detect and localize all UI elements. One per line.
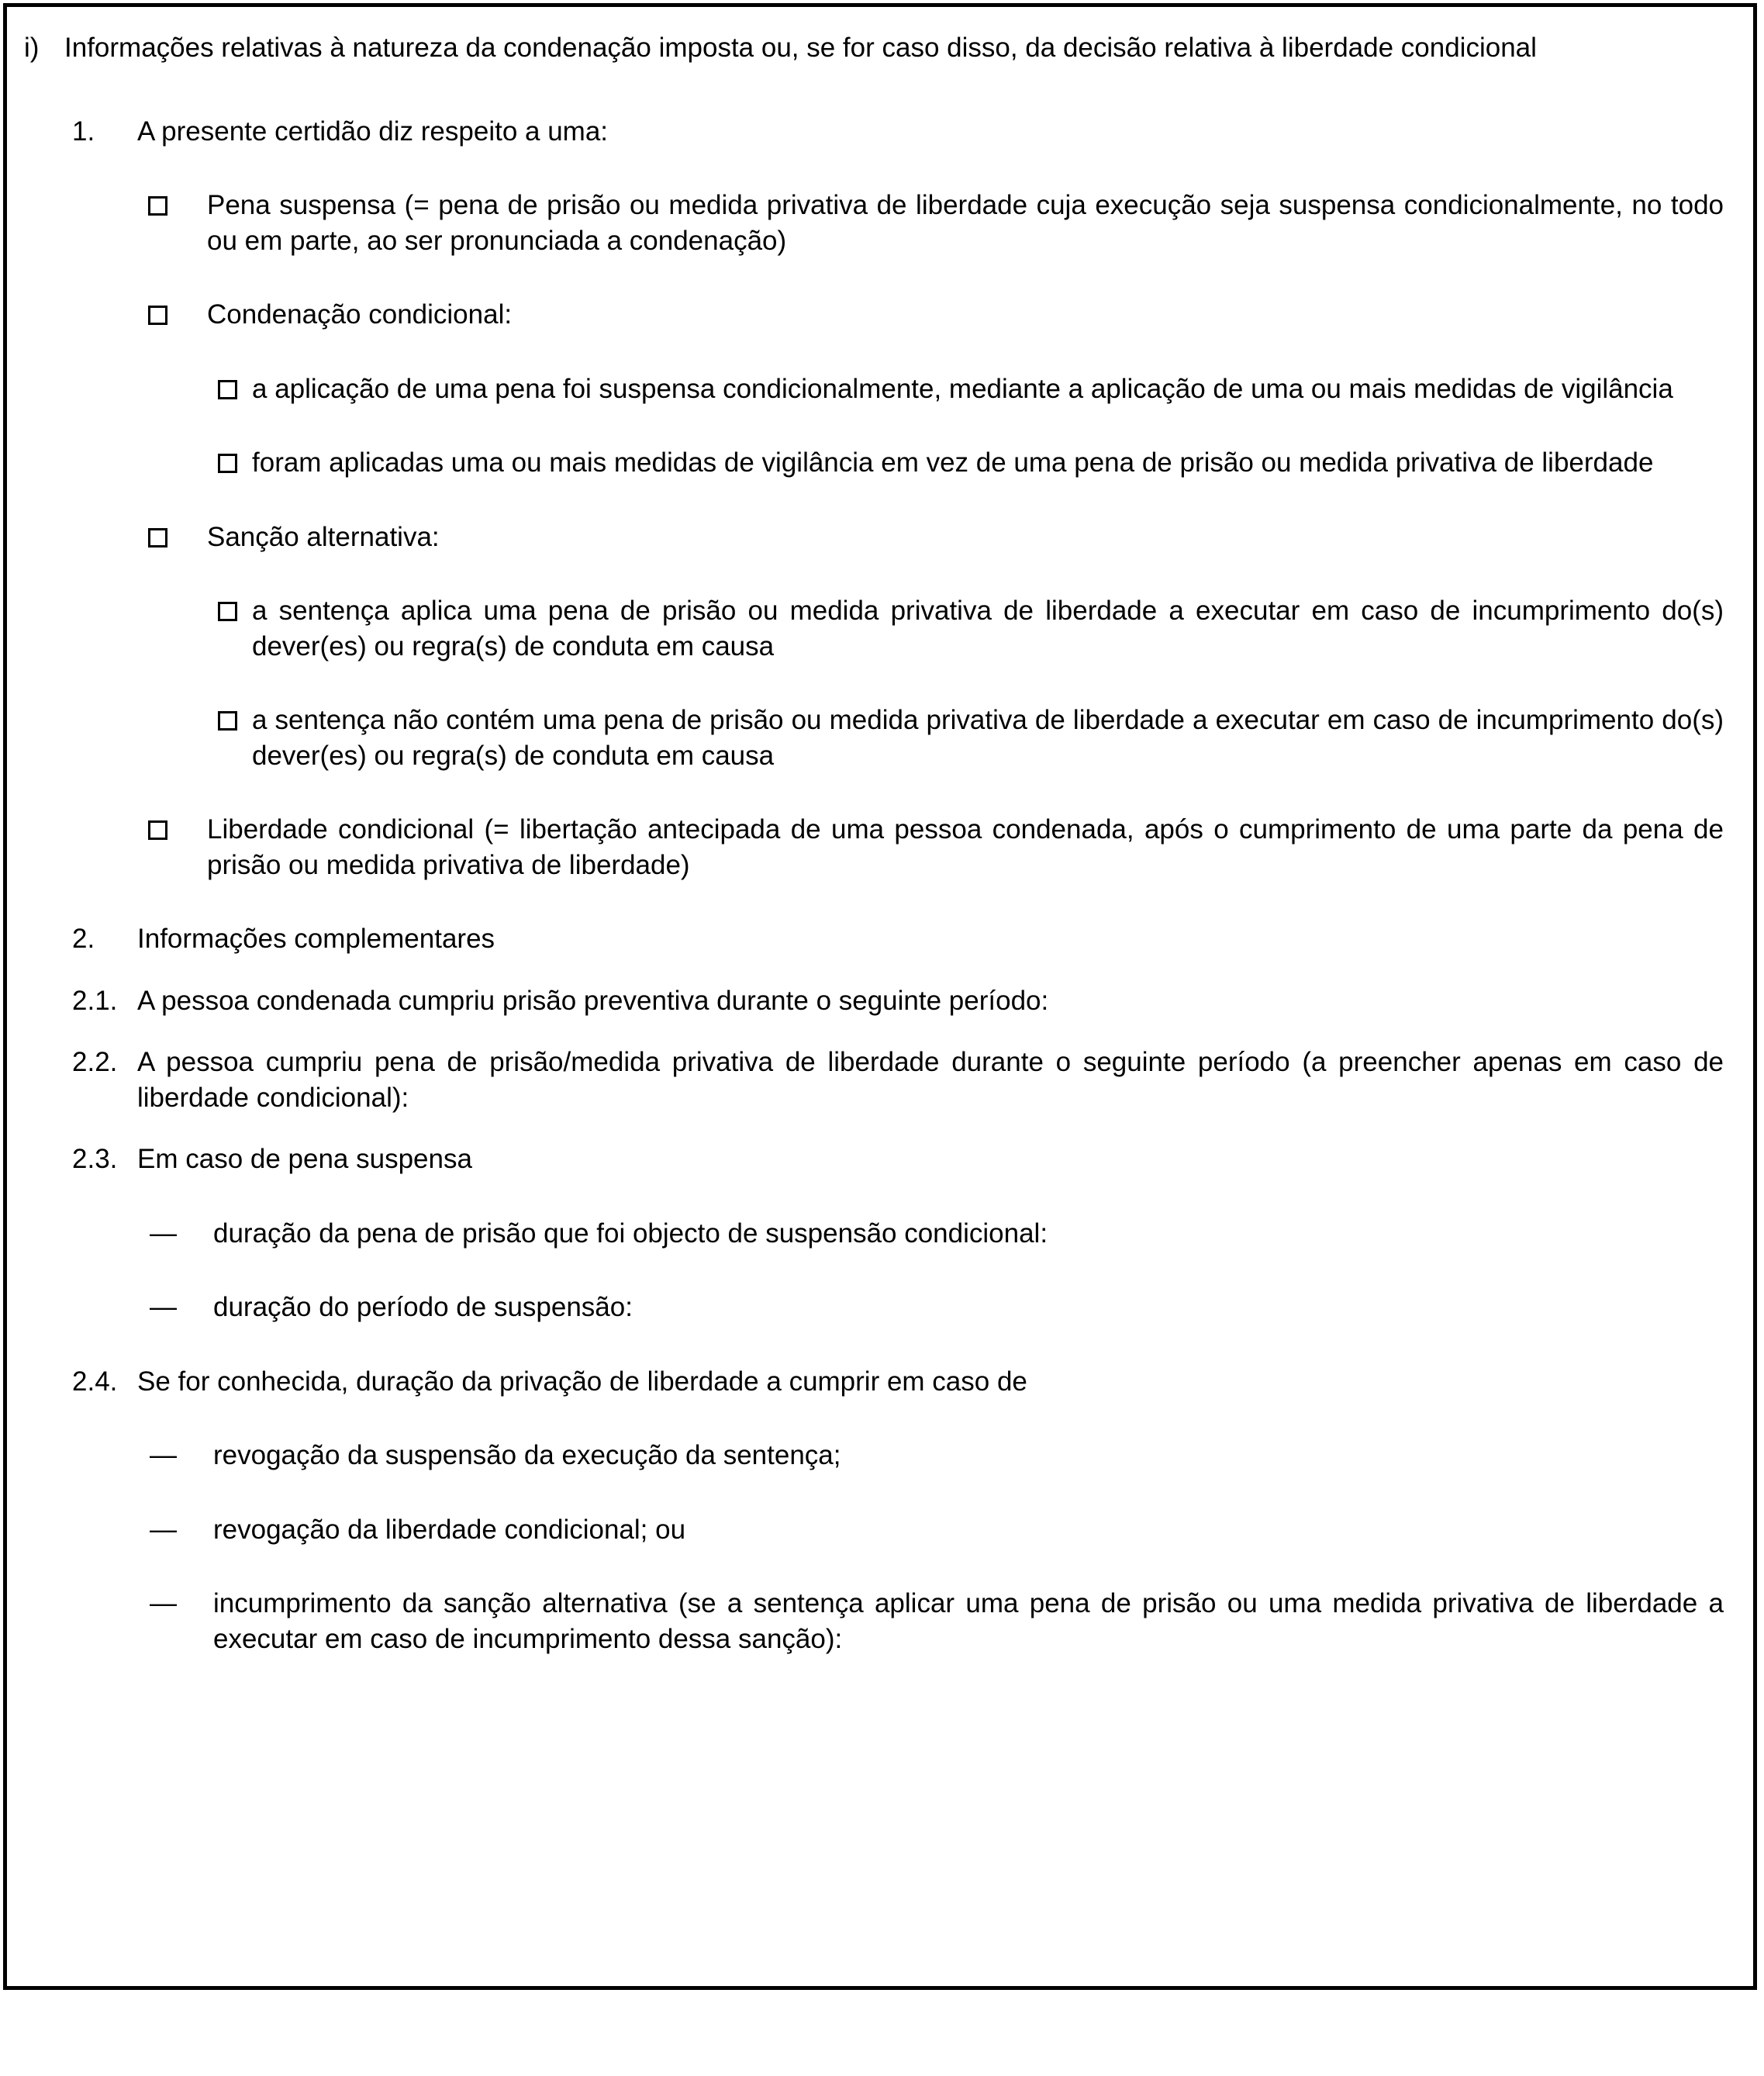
- dash-item-duracao-periodo-suspensao: [24, 1290, 1724, 1325]
- spacer: [24, 554, 1724, 593]
- checkbox-row-pena-suspensa[interactable]: [24, 188, 1724, 258]
- spacer: [24, 664, 1724, 703]
- dash-item-incumprimento-sancao: [24, 1586, 1724, 1656]
- spacer: [24, 1547, 1724, 1586]
- spacer: [24, 1018, 1724, 1045]
- spacer: [24, 66, 1724, 114]
- spacer: [24, 1115, 1724, 1142]
- spacer: [24, 1177, 1724, 1216]
- spacer: [24, 258, 1724, 297]
- checkbox-icon[interactable]: [218, 703, 252, 738]
- section-item-2-1: [24, 983, 1724, 1019]
- spacer: [24, 1473, 1724, 1512]
- section-item-2-4: [24, 1364, 1724, 1400]
- spacer: [24, 406, 1724, 445]
- spacer: [24, 333, 1724, 371]
- em-dash-icon: —: [150, 1218, 177, 1249]
- list-marker-2-1: 2.1.: [72, 985, 118, 1016]
- checkbox-label-medidas-vigilancia-em-vez: foram aplicadas uma ou mais medidas de vigilância em vez de uma pena de prisão ou medida privativa de liberdade: [252, 447, 1654, 478]
- dash-item-revogacao-liberdade: [24, 1512, 1724, 1548]
- dash-item-duracao-pena-prisao: [24, 1216, 1724, 1252]
- section-item-1-text: A presente certidão diz respeito a uma:: [137, 116, 609, 147]
- em-dash-icon: —: [150, 1588, 177, 1618]
- list-marker-1: 1.: [72, 116, 95, 147]
- section-item-2-2-text: A pessoa cumpriu pena de prisão/medida privativa de liberdade durante o seguinte período (a preencher apenas em caso de liberdade condicional):: [137, 1047, 1724, 1113]
- checkbox-label-aplicacao-pena-suspensa: a aplicação de uma pena foi suspensa condicionalmente, mediante a aplicação de uma ou mais medidas de vigilância: [252, 373, 1673, 404]
- list-marker-alpha: i): [24, 33, 40, 63]
- spacer: [24, 481, 1724, 520]
- spacer: [24, 1251, 1724, 1290]
- section-item-2: [24, 921, 1724, 957]
- dash-item-revogacao-suspensao: [24, 1438, 1724, 1473]
- checkbox-label-liberdade-condicional: Liberdade condicional (= libertação antecipada de uma pessoa condenada, após o cumprimento de uma parte da pena de prisão ou medida privativa de liberdade): [207, 814, 1724, 880]
- spacer: [24, 149, 1724, 188]
- checkbox-icon[interactable]: [148, 812, 207, 848]
- checkbox-label-sentenca-aplica-pena: a sentença aplica uma pena de prisão ou medida privativa de liberdade a executar em caso de incumprimento do(s) dever(es) ou regra(s) de conduta em causa: [252, 596, 1724, 661]
- checkbox-label-pena-suspensa: Pena suspensa (= pena de prisão ou medida privativa de liberdade cuja execução seja suspensa condicionalmente, no todo ou em parte, ao ser pronunciada a condenação): [207, 190, 1724, 256]
- list-marker-2-4: 2.4.: [72, 1366, 118, 1397]
- section-item-2-text: Informações complementares: [137, 924, 495, 954]
- section-item-2-1-text: A pessoa condenada cumpriu prisão preventiva durante o seguinte período:: [137, 985, 1049, 1016]
- checkbox-label-sentenca-nao-contem-pena: a sentença não contém uma pena de prisão ou medida privativa de liberdade a executar em caso de incumprimento do(s) dever(es) ou regra(s) de conduta em causa: [252, 705, 1724, 771]
- dash-item-duracao-pena-prisao-text: duração da pena de prisão que foi objecto de suspensão condicional:: [213, 1218, 1048, 1249]
- checkbox-icon[interactable]: [148, 520, 207, 555]
- list-marker-2-3: 2.3.: [72, 1144, 118, 1174]
- spacer: [24, 1399, 1724, 1438]
- dash-item-incumprimento-sancao-text: incumprimento da sanção alternativa (se a sentença aplicar uma pena de prisão ou uma medida privativa de liberdade a executar em caso de incumprimento dessa sanção):: [213, 1588, 1724, 1654]
- section-item-1: [24, 114, 1724, 150]
- checkbox-label-condenacao-condicional: Condenação condicional:: [207, 299, 513, 330]
- checkbox-row-sentenca-nao-contem-pena[interactable]: [24, 703, 1724, 773]
- section-heading-i-text: Informações relativas à natureza da condenação imposta ou, se for caso disso, da decisão relativa à liberdade condicional: [64, 33, 1537, 63]
- list-marker-2: 2.: [72, 924, 95, 954]
- checkbox-icon[interactable]: [148, 188, 207, 223]
- checkbox-row-liberdade-condicional[interactable]: [24, 812, 1724, 883]
- checkbox-icon[interactable]: [218, 445, 252, 481]
- em-dash-icon: —: [150, 1440, 177, 1470]
- checkbox-icon[interactable]: [148, 297, 207, 333]
- list-marker-2-2: 2.2.: [72, 1047, 118, 1077]
- dash-item-revogacao-suspensao-text: revogação da suspensão da execução da sentença;: [213, 1440, 841, 1470]
- section-item-2-2: [24, 1045, 1724, 1115]
- spacer: [24, 957, 1724, 983]
- spacer: [24, 1325, 1724, 1364]
- checkbox-row-condenacao-condicional[interactable]: [24, 297, 1724, 333]
- spacer: [24, 883, 1724, 921]
- section-item-2-4-text: Se for conhecida, duração da privação de liberdade a cumprir em caso de: [137, 1366, 1027, 1397]
- checkbox-row-sancao-alternativa[interactable]: [24, 520, 1724, 555]
- dash-item-revogacao-liberdade-text: revogação da liberdade condicional; ou: [213, 1514, 686, 1545]
- checkbox-label-sancao-alternativa: Sanção alternativa:: [207, 521, 440, 552]
- document-content: [7, 7, 1753, 1672]
- checkbox-row-sentenca-aplica-pena[interactable]: [24, 593, 1724, 664]
- checkbox-icon[interactable]: [218, 371, 252, 407]
- checkbox-row-aplicacao-pena-suspensa[interactable]: [24, 371, 1724, 407]
- spacer: [24, 773, 1724, 812]
- section-item-2-3-text: Em caso de pena suspensa: [137, 1144, 472, 1174]
- em-dash-icon: —: [150, 1514, 177, 1545]
- dash-item-duracao-periodo-suspensao-text: duração do período de suspensão:: [213, 1292, 633, 1322]
- em-dash-icon: —: [150, 1292, 177, 1322]
- page-border-frame: [3, 3, 1757, 1990]
- section-item-2-3: [24, 1142, 1724, 1177]
- section-heading-i: [24, 30, 1724, 66]
- checkbox-icon[interactable]: [218, 593, 252, 629]
- checkbox-row-medidas-vigilancia-em-vez[interactable]: [24, 445, 1724, 481]
